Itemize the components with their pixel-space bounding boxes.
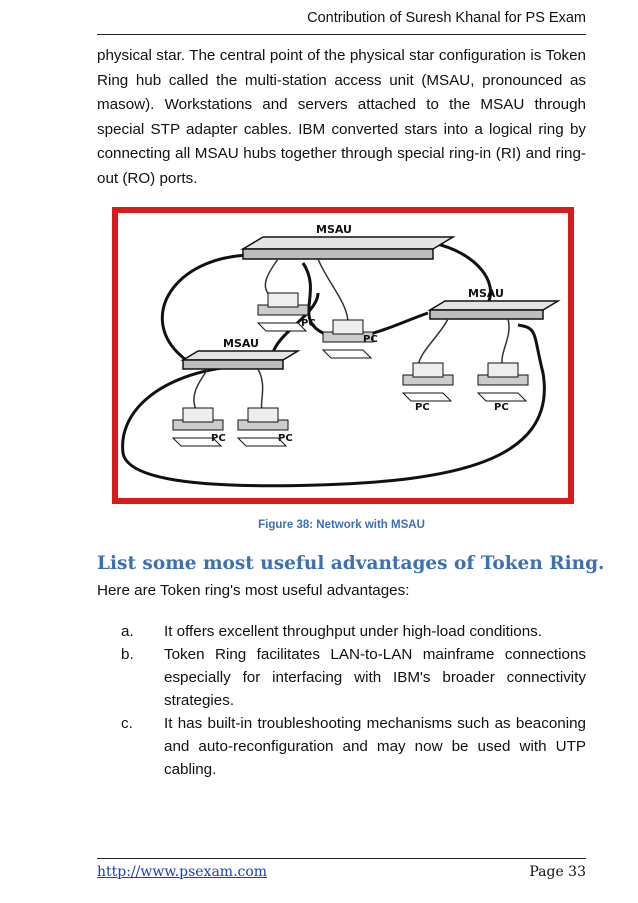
msau-label-left: MSAU — [223, 337, 259, 350]
ring-cable — [123, 325, 545, 486]
msau-label-top: MSAU — [316, 223, 352, 236]
pc-workstation — [403, 363, 453, 401]
msau-hub-right — [430, 301, 558, 319]
figure-caption: Figure 38: Network with MSAU — [258, 519, 425, 531]
list-item-text: It has built-in troubleshooting mechanisms such as beaconing and auto-reconfiguration and may now be used with UTP cabling. — [164, 715, 586, 778]
pc-label-2: PC — [363, 334, 378, 345]
network-figure — [112, 207, 574, 504]
section-heading: List some most useful advantages of Token Ring. — [97, 553, 605, 574]
list-item — [121, 620, 586, 643]
list-marker: a. — [121, 623, 134, 640]
list-item — [121, 712, 586, 781]
footer-divider — [97, 858, 586, 859]
msau-label-right: MSAU — [468, 287, 504, 300]
footer-website-link[interactable]: http://www.psexam.com — [97, 864, 268, 880]
pc-workstation — [478, 363, 528, 401]
list-item-text: Token Ring facilitates LAN-to-LAN mainframe connections especially for interfacing with IBM's broader connectivity strategies. — [164, 646, 586, 709]
list-item — [121, 643, 586, 712]
msau-hub-top — [243, 237, 453, 259]
ring-cable — [303, 263, 428, 338]
pc-label-5: PC — [211, 433, 226, 444]
section-intro: Here are Token ring's most useful advantages: — [97, 582, 410, 599]
page-header-title: Contribution of Suresh Khanal for PS Exam — [307, 10, 586, 26]
msau-network-diagram — [118, 213, 568, 498]
advantages-list — [121, 620, 586, 781]
header-divider — [97, 34, 586, 35]
list-item-text: It offers excellent throughput under high-load conditions. — [164, 623, 542, 640]
msau-hub-left — [183, 351, 298, 369]
list-marker: c. — [121, 715, 133, 732]
pc-label-4: PC — [494, 402, 509, 413]
pc-label-6: PC — [278, 433, 293, 444]
body-paragraph: physical star. The central point of the physical star configuration is Token Ring hub called the multi-station access unit (MSAU, pronounced as masow). Workstations and servers attached to the MSAU through special STP adapter cables. IBM converted stars into a logical ring by connecting all MSAU hubs together through special ring-in (RI) and ring-out (RO) ports. — [97, 47, 586, 187]
figure-canvas — [118, 213, 568, 498]
page-number: Page 33 — [529, 864, 586, 880]
list-marker: b. — [121, 646, 134, 663]
pc-label-1: PC — [301, 318, 316, 329]
pc-label-3: PC — [415, 402, 430, 413]
